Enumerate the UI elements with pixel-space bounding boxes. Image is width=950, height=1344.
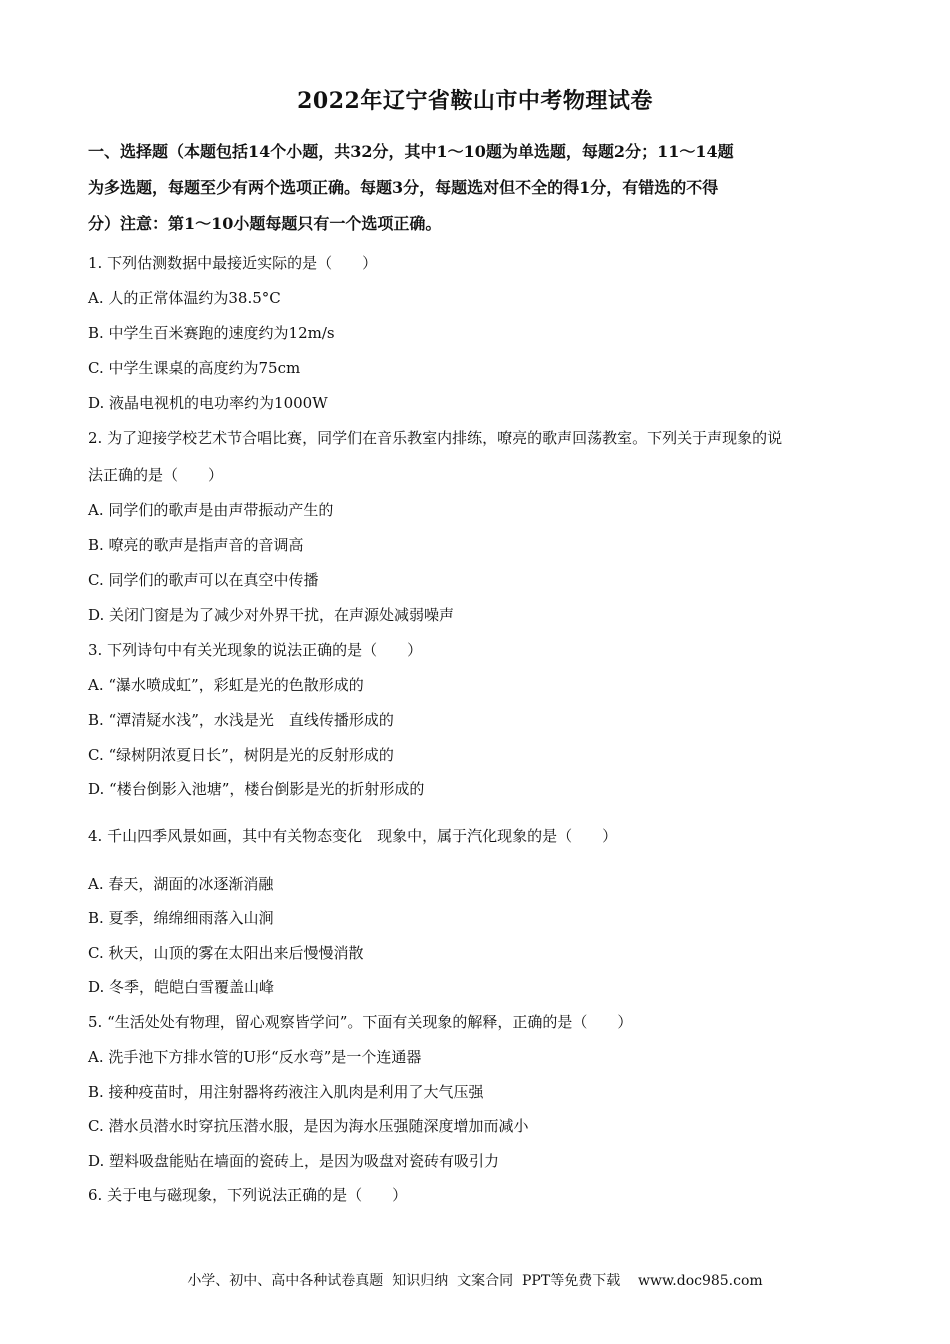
question-4-stem: 4. 千山四季风景如画，其中有关物态变化 现象中，属于汽化现象的是（ ） <box>88 827 618 845</box>
option-line: C. 同学们的歌声可以在真空中传播 <box>88 571 319 589</box>
option-line: B. 夏季，绵绵细雨落入山涧 <box>88 909 274 927</box>
question-1-stem: 1. 下列估测数据中最接近实际的是（ ） <box>88 254 378 272</box>
option-line: D. 冬季，皑皑白雪覆盖山峰 <box>88 978 275 996</box>
option-line: A. “瀑水喷成虹”，彩虹是光的色散形成的 <box>88 676 364 694</box>
question-3-stem: 3. 下列诗句中有关光现象的说法正确的是（ ） <box>88 641 423 659</box>
question-2-stem-cont: 法正确的是（ ） <box>88 466 224 484</box>
option-line: A. 人的正常体温约为38.5°C <box>88 289 281 307</box>
option-line: D. 关闭门窗是为了减少对外界干扰，在声源处减弱噪声 <box>88 606 455 624</box>
option-line: A. 同学们的歌声是由声带振动产生的 <box>88 501 334 519</box>
option-line: D. 塑料吸盘能贴在墙面的瓷砖上，是因为吸盘对瓷砖有吸引力 <box>88 1152 500 1170</box>
option-line: B. 嘹亮的歌声是指声音的音调高 <box>88 536 304 554</box>
footer-text: 小学、初中、高中各种试卷真题 知识归纳 文案合同 PPT等免费下载 www.doc985.com <box>187 1273 763 1289</box>
question-2-stem: 2. 为了迎接学校艺术节合唱比赛，同学们在音乐教室内排练，嘹亮的歌声回荡教室。下列关于声现象的说 <box>88 429 783 447</box>
option-line: A. 春天，湖面的冰逐渐消融 <box>88 875 274 893</box>
question-6-stem: 6. 关于电与磁现象，下列说法正确的是（ ） <box>88 1186 408 1204</box>
option-line: B. “潭清疑水浅”，水浅是光 直线传播形成的 <box>88 711 394 729</box>
section-heading-line: 一、选择题（本题包括14个小题，共32分，其中1～10题为单选题，每题2分；11～14题 <box>88 142 734 161</box>
option-line: B. 中学生百米赛跑的速度约为12m/s <box>88 324 335 342</box>
option-line: B. 接种疫苗时，用注射器将药液注入肌肉是利用了大气压强 <box>88 1083 484 1101</box>
option-line: C. “绿树阴浓夏日长”，树阴是光的反射形成的 <box>88 746 394 764</box>
section-heading-line: 为多选题，每题至少有两个选项正确。每题3分，每题选对但不全的得1分，有错选的不得 <box>88 178 719 197</box>
option-line: C. 秋天，山顶的雾在太阳出来后慢慢消散 <box>88 944 364 962</box>
option-line: C. 潜水员潜水时穿抗压潜水服，是因为海水压强随深度增加而减小 <box>88 1117 529 1135</box>
option-line: A. 洗手池下方排水管的U形“反水弯”是一个连通器 <box>88 1048 422 1066</box>
question-5-stem: 5. “生活处处有物理，留心观察皆学问”。下面有关现象的解释，正确的是（ ） <box>88 1013 633 1031</box>
option-line: C. 中学生课桌的高度约为75cm <box>88 359 301 377</box>
option-line: D. 液晶电视机的电功率约为1000W <box>88 394 328 412</box>
option-line: D. “楼台倒影入池塘”，楼台倒影是光的折射形成的 <box>88 780 425 798</box>
page-title: 2022年辽宁省鞍山市中考物理试卷 <box>297 88 653 114</box>
section-heading-line: 分）注意：第1～10小题每题只有一个选项正确。 <box>88 214 442 233</box>
